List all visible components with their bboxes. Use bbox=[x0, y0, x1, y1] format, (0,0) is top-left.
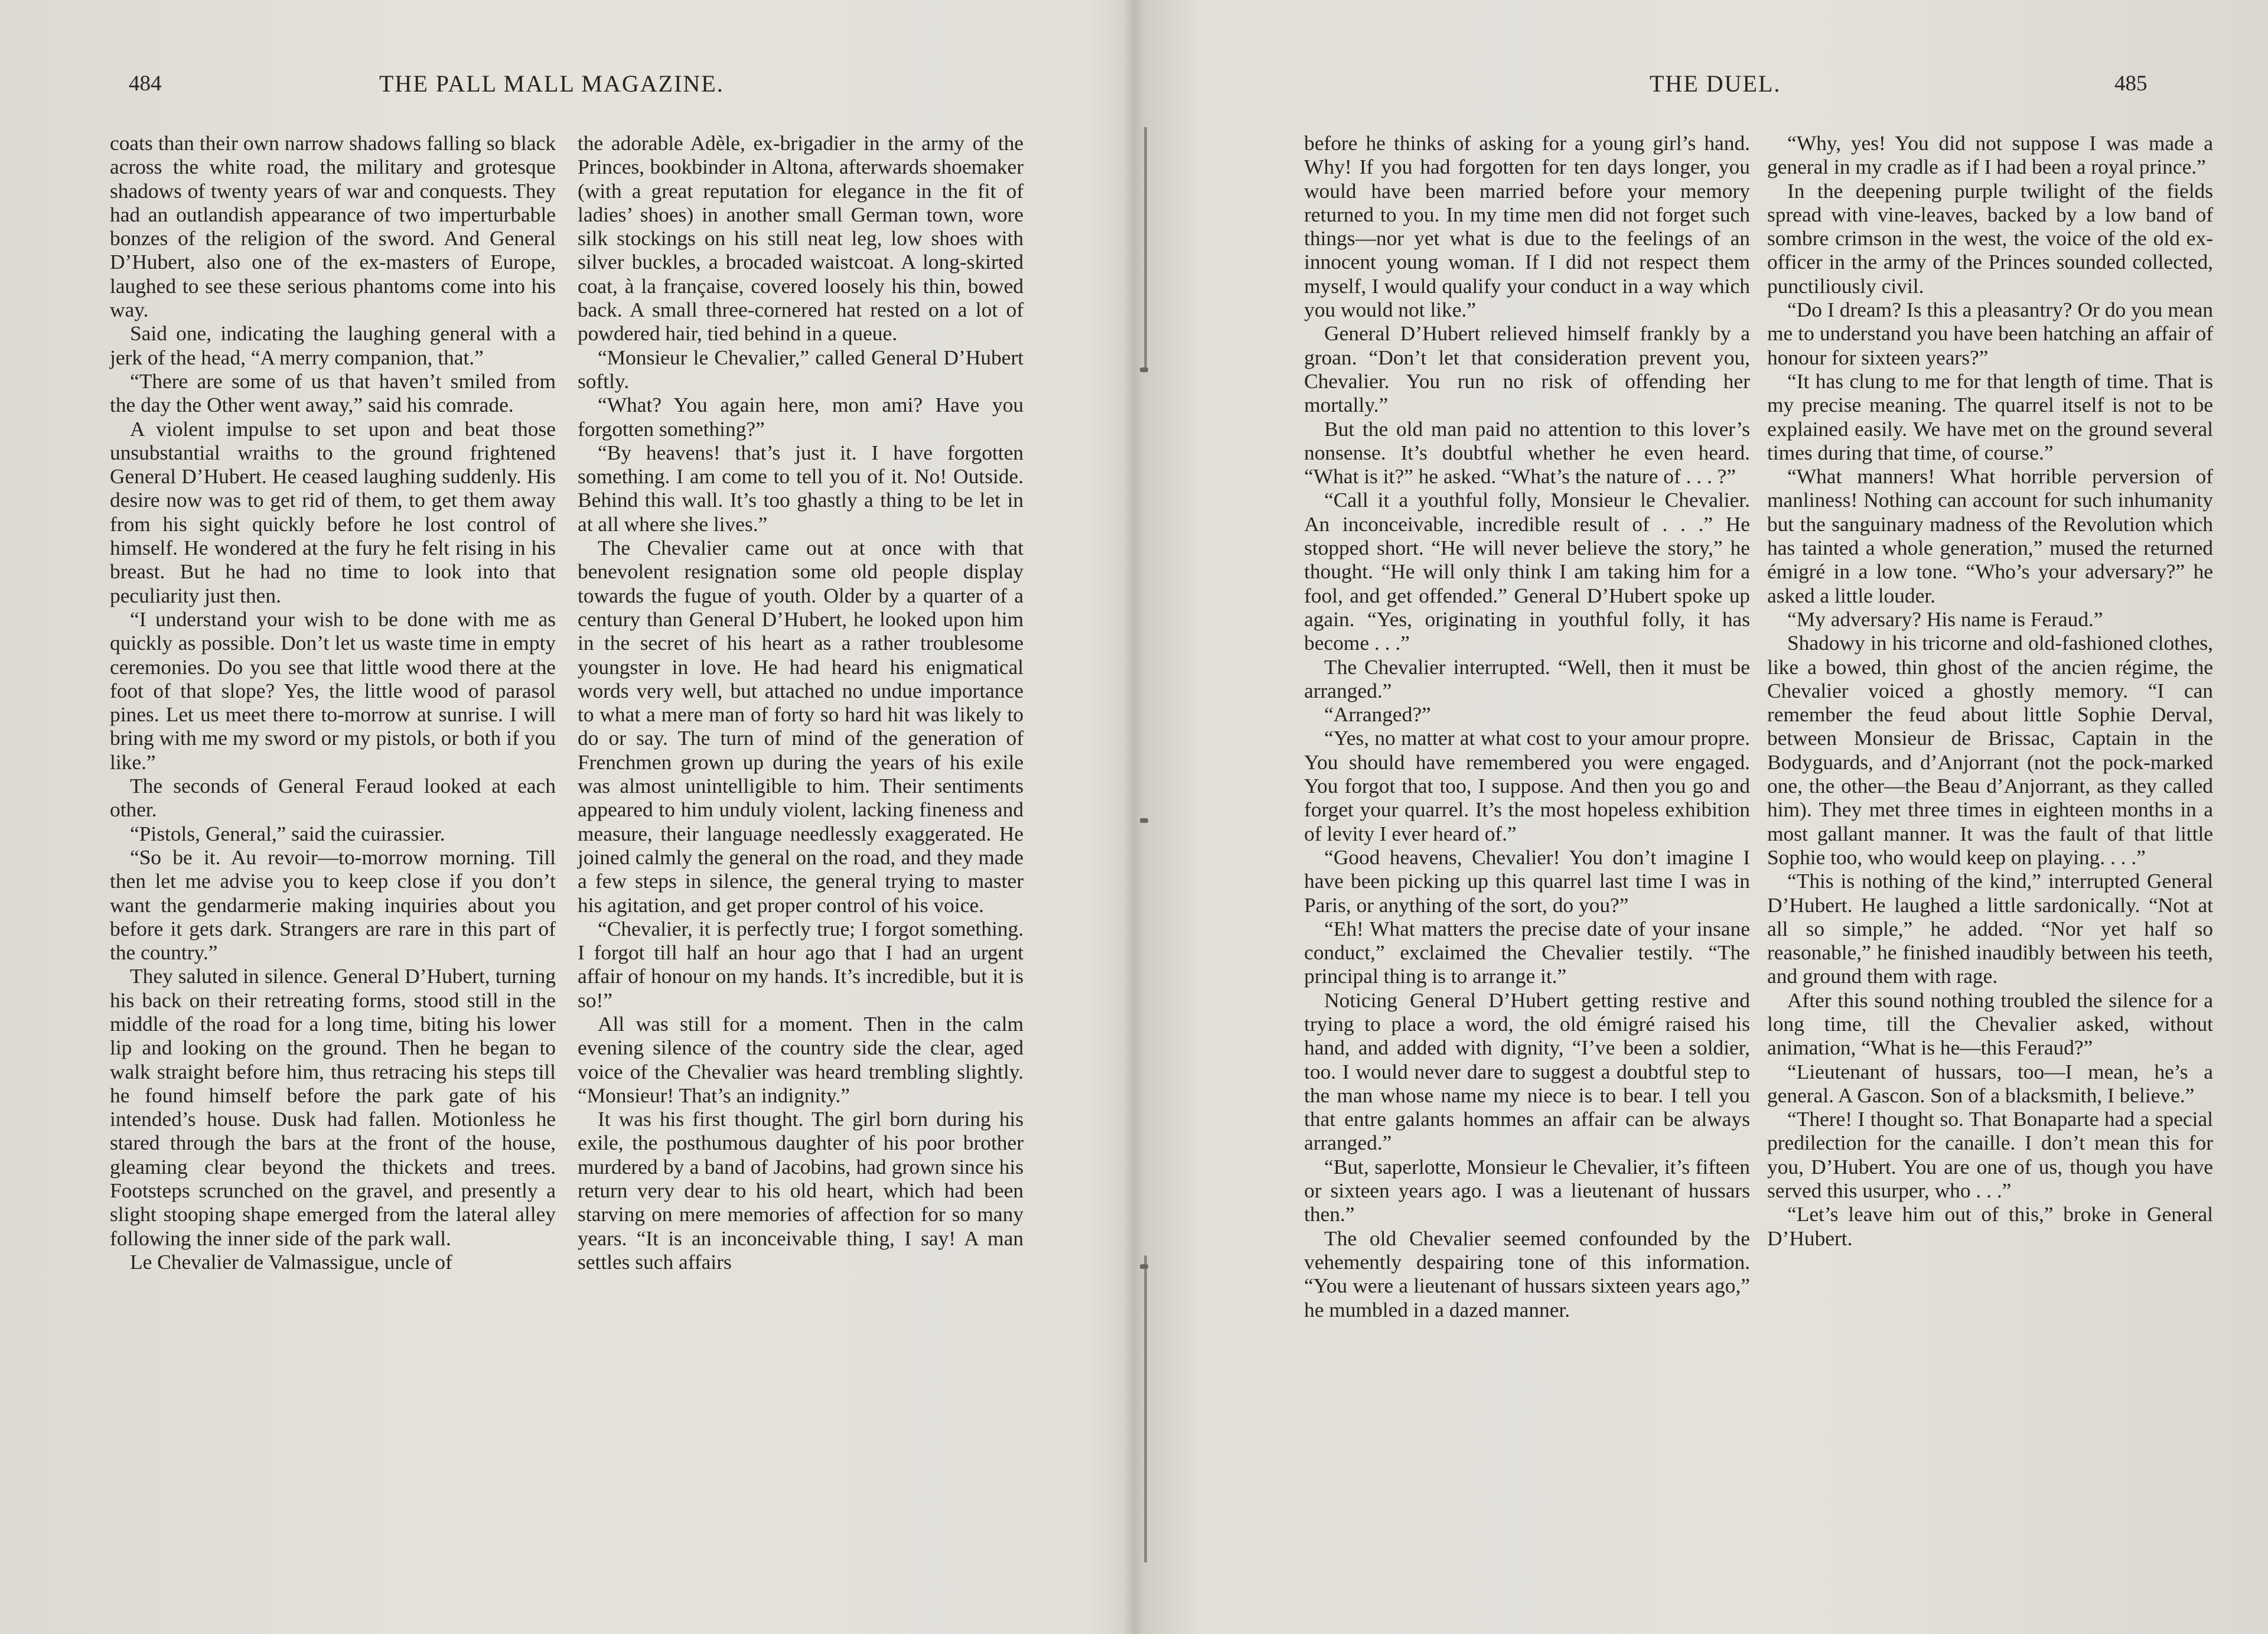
paragraph: “By heavens! that’s just it. I have forgotten something. I am come to tell you of it. No! Outside. Behind this wall. It’s too ghastly a thing to be let in at all where she lives.” bbox=[578, 440, 1024, 536]
paragraph: All was still for a moment. Then in the calm evening silence of the country side the clear, aged voice of the Chevalier was heard trembling slightly. “Monsieur! That’s an indignity.” bbox=[578, 1011, 1024, 1107]
paragraph: “But, saperlotte, Monsieur le Chevalier, it’s fifteen or sixteen years ago. I was a lieutenant of hussars then.” bbox=[1304, 1154, 1750, 1226]
paragraph: They saluted in silence. General D’Hubert, turning his back on their retreating forms, stood still in the middle of the road for a long time, biting his lower lip and looking on the ground. Then he began to walk straight before him, thus retracing his steps till he found himself before the park gate of his intended’s house. Dusk had fallen. Motionless he stared through the bars at the front of the house, gleaming clear beyond the thickets and trees. Footsteps scrunched on the gravel, and presently a slight stooping shape emerged from the lateral alley following the inner side of the park wall. bbox=[110, 964, 556, 1250]
right-page bbox=[1134, 0, 2268, 1634]
paragraph: the adorable Adèle, ex-brigadier in the army of the Princes, bookbinder in Altona, afterwards shoemaker (with a great reputation for elegance in the fit of ladies’ shoes) in another small German town, wore silk stockings on his still neat leg, low shoes with silver buckles, a brocaded waistcoat. A long-skirted coat, à la française, covered loosely his thin, bowed back. A small three-cornered hat rested on a lot of powdered hair, tied behind in a queue. bbox=[578, 131, 1024, 346]
paragraph: Said one, indicating the laughing general with a jerk of the head, “A merry companion, that.” bbox=[110, 321, 556, 369]
text-column-1 bbox=[1304, 131, 1750, 1321]
paragraph: The seconds of General Feraud looked at each other. bbox=[110, 774, 556, 822]
paragraph: “So be it. Au revoir—to-morrow morning. Till then let me advise you to keep close if you don’t want the gendarmerie making inquiries about you before it gets dark. Strangers are rare in this part of the country.” bbox=[110, 845, 556, 965]
paragraph: “It has clung to me for that length of time. That is my precise meaning. The quarrel itself is not to be explained easily. We have met on the ground several times during that time, of course.” bbox=[1767, 369, 2213, 464]
paragraph: Shadowy in his tricorne and old-fashioned clothes, like a bowed, thin ghost of the ancien régime, the Chevalier voiced a ghostly memory. “I can remember the feud about little Sophie Derval, between Monsieur de Brissac, Captain in the Bodyguards, and d’Anjorrant (not the pock-marked one, the other—the Beau d’Anjorrant, as they called him). They met three times in eighteen months in a most gallant manner. It was the fault of that little Sophie too, who would keep on playing. . . .” bbox=[1767, 631, 2213, 869]
paragraph: before he thinks of asking for a young girl’s hand. Why! If you had forgotten for ten days longer, you would have been married before your memory returned to you. In my time men did not forget such things—nor yet what is due to the feelings of an innocent young woman. If I did not respect them myself, I would qualify your conduct in a way which you would not like.” bbox=[1304, 131, 1750, 322]
paragraph: “I understand your wish to be done with me as quickly as possible. Don’t let us waste time in empty ceremonies. Do you see that little wood there at the foot of that slope? Yes, the little wood of parasol pines. Let us meet there to-morrow at sunrise. I will bring with me my sword or my pistols, or both if you like.” bbox=[110, 607, 556, 774]
paragraph: “Arranged?” bbox=[1324, 702, 1431, 727]
running-head: THE PALL MALL MAGAZINE. bbox=[379, 70, 724, 97]
paragraph: “Why, yes! You did not suppose I was made a general in my cradle as if I had been a royal prince.” bbox=[1767, 131, 2213, 179]
paragraph: The old Chevalier seemed confounded by the vehemently despairing tone of this information. “You were a lieutenant of hussars sixteen years ago,” he mumbled in a dazed manner. bbox=[1304, 1226, 1750, 1321]
paragraph: “This is nothing of the kind,” interrupted General D’Hubert. He laughed a little sardonically. “Not at all so simple,” he added. “Nor yet half so reasonable,” he finished inaudibly between his teeth, and ground them with rage. bbox=[1767, 869, 2213, 988]
text-column-2 bbox=[1767, 131, 2213, 1250]
paragraph: A violent impulse to set upon and beat those unsubstantial wraiths to the ground frightened General D’Hubert. He ceased laughing suddenly. His desire now was to get rid of them, to get them away from his sight quickly before he lost control of himself. He wondered at the fury he felt rising in his breast. But he had no time to look into that peculiarity just then. bbox=[110, 416, 556, 607]
paragraph: “Good heavens, Chevalier! You don’t imagine I have been picking up this quarrel last time I was in Paris, or anything of the sort, do you?” bbox=[1304, 845, 1750, 917]
paragraph: The Chevalier came out at once with that benevolent resignation some old people display towards the fugue of youth. Older by a quarter of a century than General D’Hubert, he looked upon him in the secret of his heart as a rather troublesome youngster in love. He had heard his enigmatical words very well, but attached no undue importance to what a mere man of forty so hard hit was likely to do or say. The turn of mind of the generation of Frenchmen grown up during the years of his exile was almost unintelligible to him. Their sentiments appeared to him unduly violent, lacking fineness and measure, their language needlessly exaggerated. He joined calmly the general on the road, and they made a few steps in silence, the general trying to master his agitation, and get proper control of his voice. bbox=[578, 536, 1024, 917]
paragraph: “What? You again here, mon ami? Have you forgotten something?” bbox=[578, 393, 1024, 441]
paragraph: The Chevalier interrupted. “Well, then it must be arranged.” bbox=[1304, 655, 1750, 702]
paragraph: “Eh! What matters the precise date of your insane conduct,” exclaimed the Chevalier testily. “The principal thing is to arrange it.” bbox=[1304, 916, 1750, 988]
paragraph: “There! I thought so. That Bonaparte had a special predilection for the canaille. I don’t mean this for you, D’Hubert. You are one of us, though you have served this usurper, who . . .” bbox=[1767, 1107, 2213, 1203]
paragraph: In the deepening purple twilight of the fields spread with vine-leaves, backed by a low band of sombre crimson in the west, the voice of the old ex-officer in the army of the Princes sounded collected, punctiliously civil. bbox=[1767, 178, 2213, 298]
paragraph: coats than their own narrow shadows falling so black across the white road, the military and grotesque shadows of twenty years of war and conquests. They had an outlandish appearance of two imperturbable bonzes of the religion of the sword. And General D’Hubert, also one of the ex-masters of Europe, laughed to see these serious phantoms come into his way. bbox=[110, 131, 556, 322]
paragraph: After this sound nothing troubled the silence for a long time, till the Chevalier asked, without animation, “What is he—this Feraud?” bbox=[1767, 988, 2213, 1060]
paragraph: “My adversary? His name is Feraud.” bbox=[1787, 607, 2103, 631]
page-number: 484 bbox=[129, 71, 162, 96]
paragraph: “Let’s leave him out of this,” broke in General D’Hubert. bbox=[1767, 1202, 2213, 1250]
paragraph: “Do I dream? Is this a pleasantry? Or do you mean me to understand you have been hatching an affair of honour for sixteen years?” bbox=[1767, 298, 2213, 369]
paragraph: “Lieutenant of hussars, too—I mean, he’s a general. A Gascon. Son of a blacksmith, I believe.” bbox=[1767, 1059, 2213, 1107]
paragraph: It was his first thought. The girl born during his exile, the posthumous daughter of his poor brother murdered by a band of Jacobins, had grown since his return very dear to his old heart, which had been starving on mere memories of affection for so many years. “It is an inconceivable thing, I say! A man settles such affairs bbox=[578, 1107, 1024, 1274]
text-column-1 bbox=[110, 131, 556, 1274]
paragraph: But the old man paid no attention to this lover’s nonsense. It’s doubtful whether he even heard. “What is it?” he asked. “What’s the nature of . . . ?” bbox=[1304, 416, 1750, 489]
page-number: 485 bbox=[2114, 71, 2148, 96]
paragraph: “Pistols, General,” said the cuirassier. bbox=[130, 821, 445, 845]
paragraph: “There are some of us that haven’t smiled from the day the Other went away,” said his comrade. bbox=[110, 369, 556, 417]
paragraph: General D’Hubert relieved himself frankly by a groan. “Don’t let that consideration prevent you, Chevalier. You run no risk of offending her mortally.” bbox=[1304, 321, 1750, 417]
text-column-2 bbox=[578, 131, 1024, 1274]
paragraph: “Monsieur le Chevalier,” called General D’Hubert softly. bbox=[578, 345, 1024, 393]
paragraph: “Chevalier, it is perfectly true; I forgot something. I forgot till half an hour ago that I had an urgent affair of honour on my hands. It’s incredible, but it is so!” bbox=[578, 916, 1024, 1012]
paragraph: Noticing General D’Hubert getting restive and trying to place a word, the old émigré raised his hand, and added with dignity, “I’ve been a soldier, too. I would never dare to suggest a doubtful step to the man whose name my niece is to bear. I tell you that entre galants hommes an affair can be always arranged.” bbox=[1304, 988, 1750, 1155]
paragraph: “Call it a youthful folly, Monsieur le Chevalier. An inconceivable, incredible result of . . .” He stopped short. “He will never believe the story,” he thought. “He will only think I am taking him for a fool, and get offended.” General D’Hubert spoke up again. “Yes, originating in youthful folly, it has become . . .” bbox=[1304, 488, 1750, 655]
paragraph: Le Chevalier de Valmassigue, uncle of bbox=[130, 1249, 452, 1274]
paragraph: “What manners! What horrible perversion of manliness! Nothing can account for such inhumanity but the sanguinary madness of the Revolution which has tainted a whole generation,” mused the returned émigré in a low tone. “Who’s your adversary?” he asked a little louder. bbox=[1767, 464, 2213, 607]
paragraph: “Yes, no matter at what cost to your amour propre. You should have remembered you were engaged. You forgot that too, I suppose. And then you go and forget your quarrel. It’s the most hopeless exhibition of levity I ever heard of.” bbox=[1304, 726, 1750, 845]
running-head: THE DUEL. bbox=[1650, 70, 1781, 97]
